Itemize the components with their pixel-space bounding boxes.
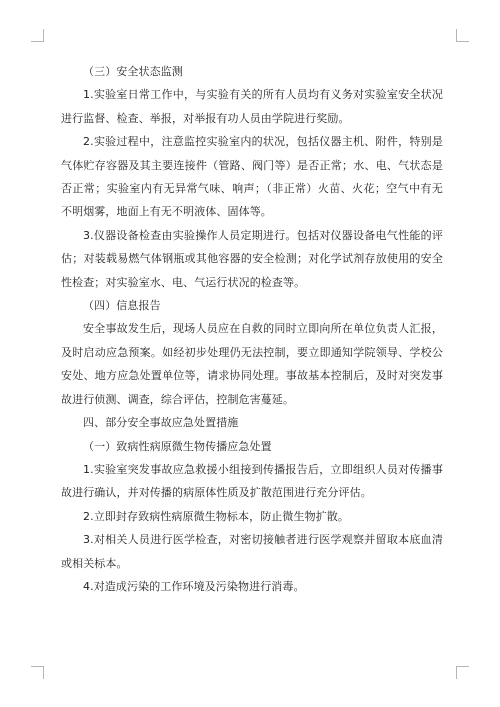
paragraph-experiment-monitoring: 2.实验过程中，注意监控实验室内的状况，包括仪器主机、附件，特别是气体贮存容器及其主要连接件（管路、阀门等）是否正常；水、电、气状态是否正常；实验室内有无异常气味、响声；（非正常）火苗、火花；空气中有无不明烟雾，地面上有无不明液体、固体等。 [61, 135, 443, 219]
paragraph-pathogen-step-4: 4.对造成污染的工作环境及污染物进行消毒。 [83, 579, 305, 593]
paragraph-daily-supervision: 1.实验室日常工作中，与实验有关的所有人员均有义务对实验室安全状况进行监督、检查、举报，对举报有功人员由学院进行奖励。 [61, 88, 443, 125]
document-body [61, 60, 443, 598]
paragraph-pathogen-step-2: 2.立即封存致病性病原微生物标本，防止微生物扩散。 [83, 509, 349, 523]
crop-mark-bottom-right [456, 666, 469, 679]
crop-mark-bottom-left [31, 666, 44, 679]
subsection-heading-pathogen-spread: （一）致病性病原微生物传播应急处置 [83, 439, 272, 453]
section-heading-emergency-measures: 四、部分安全事故应急处置措施 [83, 416, 239, 430]
paragraph-equipment-inspection: 3.仪器设备检查由实验操作人员定期进行。包括对仪器设备电气性能的评估；对装载易燃气体钢瓶或其他容器的安全检测；对化学试剂存放使用的安全性检查；对实验室水、电、气运行状况的检查等。 [61, 228, 443, 289]
paragraph-pathogen-step-1: 1.实验室突发事故应急救援小组接到传播报告后，立即组织人员对传播事故进行确认，并对传播的病原体性质及扩散范围进行充分评估。 [61, 462, 443, 500]
crop-mark-top-left [31, 29, 44, 42]
section-heading-safety-monitoring: （三）安全状态监测 [83, 65, 183, 78]
paragraph-pathogen-step-3: 3.对相关人员进行医学检查，对密切接触者进行医学观察并留取本底血清或相关标本。 [61, 533, 443, 570]
section-heading-information-report: （四）信息报告 [83, 299, 161, 313]
paragraph-accident-reporting: 安全事故发生后，现场人员应在自救的同时立即向所在单位负责人汇报，及时启动应急预案。如经初步处理仍无法控制，要立即通知学院领导、学校公安处、地方应急处置单位等，请求协同处理。事故基本控制后，及时对突发事故进行侦测、调查，综合评估，控制危害蔓延。 [61, 322, 443, 406]
crop-mark-top-right [456, 29, 469, 42]
